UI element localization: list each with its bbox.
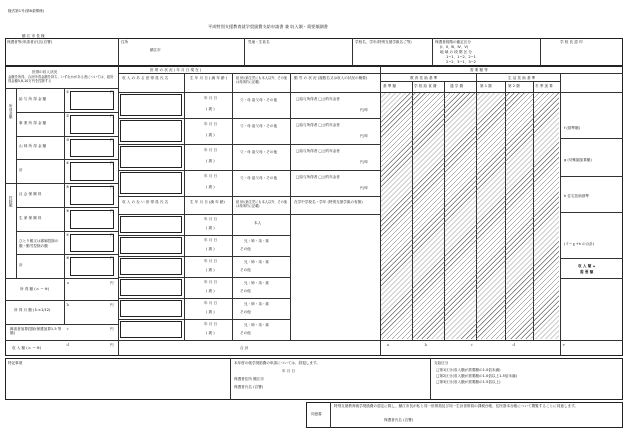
consent-name: 保護者氏名 (自署) [384, 418, 414, 422]
side-income-label: 所得金額 [9, 104, 14, 119]
job-unit: 円/年 [360, 186, 369, 190]
income-row-mark: ④ [66, 161, 70, 166]
job-options[interactable]: □給与所得者 □公的年金者 [296, 149, 340, 153]
mark-b: ｂ [66, 303, 70, 307]
bottom-e: ｅ [562, 343, 566, 347]
demand-header: 需 要 額 等 [470, 68, 488, 72]
address-label: 住所 [121, 40, 129, 44]
household-row-divider [118, 144, 380, 145]
applicant-strip [5, 38, 623, 66]
birth-date: 年 月 日 [204, 122, 218, 126]
relation-other[interactable]: その他 [240, 268, 251, 272]
col-birth: 生 年 月 日 ( 満 年 齢 ) [190, 76, 228, 80]
relation-options[interactable]: 父・母 祖父母・その他 [240, 124, 278, 128]
col-commute: 通 学 費 [450, 84, 464, 88]
income-row-label: 生 命 保 険 料 [19, 215, 42, 220]
level-b: 2−2、3−1、3−2 [446, 60, 476, 64]
age: ( 歳 ) [206, 107, 215, 111]
birth-date: 年 月 日 [204, 96, 218, 100]
bottom-d: ｄ [512, 343, 516, 347]
special-notes-label: 特記事項 [8, 361, 23, 365]
relation-options[interactable]: 父・母 祖父母・その他 [240, 150, 278, 154]
income-row-mark: ③ [66, 137, 70, 142]
job-options[interactable]: □給与所得者 □公的年金者 [296, 97, 340, 101]
col-school2: 在学中学校名・学年 (特別支援学級の有無) [294, 200, 363, 204]
job-unit: 円/年 [360, 160, 369, 164]
col-class2: 第 2 類 [508, 84, 520, 88]
support-opt-3[interactable]: □第3区分(収入額が需要額の1.5倍以上) [436, 380, 501, 384]
ratio-demand: 需 要 額 [580, 270, 594, 274]
level-a: 1−1、1−2、2−1 [446, 55, 476, 59]
nonincome-name-field[interactable] [120, 237, 182, 254]
item-sum: (ｆ−ｇ+h の合計) [564, 242, 595, 246]
member-name-field[interactable] [120, 120, 182, 142]
income-row-label: 事 業 所 得 金 額 [19, 120, 47, 125]
birth-date: 年 月 日 [204, 148, 218, 152]
col-no-income-member: 収 入 の な い 世 帯 員 氏 名 [122, 200, 169, 204]
income-row-unit: 円 [110, 208, 114, 213]
relation-other[interactable]: その他 [240, 331, 251, 335]
birth-date2: 年 月 日 [204, 217, 218, 221]
relation-siblings[interactable]: 兄・姉・弟・妹 [244, 281, 270, 285]
deduction-label: 障害者加算控除(保護加算1.5 等額) [10, 327, 62, 336]
monthly-income-label: 所 得 月 額 (ｂ×1/12) [14, 308, 51, 312]
household-header: 世 帯 の 状 況 ( 年 月 日 現 在 ) [150, 68, 202, 72]
income-amount-field[interactable] [70, 91, 114, 110]
income-row-mark: ⑦ [66, 232, 70, 237]
level-sub: 地 域 の 段 階 区 分 [440, 50, 473, 54]
member-name-field[interactable] [120, 172, 182, 194]
mark-d: ｄ [66, 343, 70, 347]
income-row-mark: ⑥ [66, 208, 70, 213]
nonincome-name-field[interactable] [120, 279, 182, 296]
living-standard: 生 活 扶 助 基 準 [508, 76, 536, 80]
addressee: 鯖 江 市 長 様 [22, 34, 45, 38]
income-row-divider [16, 207, 118, 208]
member-name-field[interactable] [120, 94, 182, 116]
declaration-name: 保護者氏名 (自署) [234, 385, 264, 389]
principal-seal-label: 学 校 長 認 印 [560, 40, 583, 44]
nonincome-name-field[interactable] [120, 300, 182, 317]
age: ( 歳 ) [206, 133, 215, 137]
income-row-divider [16, 254, 118, 255]
job-unit: 円/年 [360, 108, 369, 112]
address-city: 鯖江市 [150, 48, 161, 52]
age2: ( 歳 ) [206, 226, 215, 230]
bottom-c: ｃ [470, 343, 474, 347]
income-row-divider [16, 136, 118, 137]
job-unit: 円/年 [360, 134, 369, 138]
income-row-divider [16, 231, 118, 232]
ratio-income: 収 入 額 ÷ [578, 264, 596, 268]
bottom-b: ｂ [424, 343, 428, 347]
col-relation2: 続 柄 (新生児にも本人以外、その他は具体的に記載) [236, 200, 288, 209]
age2: ( 歳 ) [206, 268, 215, 272]
consent-label: 同意書 [311, 412, 322, 416]
income-amount-label: 収 入 額 (ａ − ⑧) [12, 346, 42, 350]
relation-options[interactable]: 父・母 祖父母・その他 [240, 98, 278, 102]
birth-date2: 年 月 日 [204, 301, 218, 305]
age2: ( 歳 ) [206, 310, 215, 314]
item-f: f (基準額) [564, 126, 580, 130]
student-label: 児童・生徒名 [248, 40, 270, 44]
income-row-label: 計 [19, 168, 23, 173]
declaration-address: 保護者住所 鯖江市 [234, 377, 264, 381]
support-opt-2[interactable]: □第2区分(収入額が需要額の1.0倍以上1.5倍未満) [436, 374, 518, 378]
relation-siblings[interactable]: 兄・姉・弟・妹 [244, 323, 270, 327]
relation-siblings[interactable]: 兄・姉・弟・妹 [244, 302, 270, 306]
income-amount-field[interactable] [70, 234, 114, 253]
form-code: 様式第1号(第6条関係) [8, 9, 45, 13]
total-income-label: 所 得 額 (ａ − ⑧) [20, 287, 50, 291]
nonincome-row-divider [118, 256, 290, 257]
income-row-label: ひとり親又は寡婦控除の額・勤労控除の額 [19, 239, 59, 248]
income-amount-field[interactable] [70, 186, 114, 205]
income-row-mark: ⑤ [66, 185, 70, 189]
col-birth2: 生 年 月 日 (満 年 齢) [190, 200, 225, 204]
declaration-text: 本年度の就学奨励費の申請については、辞退します。 [234, 361, 320, 365]
income-split [5, 183, 118, 184]
birth-date2: 年 月 日 [204, 322, 218, 326]
income-row-label: 給 与 所 得 金 額 [19, 96, 47, 101]
relation-other[interactable]: その他 [240, 247, 251, 251]
col-income-member: 収 入 の あ る 世 帯 員 氏 名 [122, 76, 169, 80]
mark-a: ａ [66, 281, 70, 285]
item-g: g (幼稚園加算額) [564, 158, 592, 162]
consent-text: 特別支援教育就学奨励費の認定に際し、鯖江市長が私と同一世帯員及び同一生計世帯員の課税台帳、住民基本台帳について閲覧することに同意します。 [334, 404, 579, 408]
birth-date2: 年 月 日 [204, 238, 218, 242]
income-row-unit: 円 [110, 232, 114, 237]
income-row-unit: 円 [110, 161, 114, 166]
unit-b: 円 [110, 303, 114, 307]
income-row-unit: 円 [110, 185, 114, 189]
nonincome-name-field[interactable] [120, 321, 182, 338]
household-row-divider [118, 170, 380, 171]
income-row-divider [16, 159, 118, 160]
mark-c: ｃ [66, 327, 70, 331]
income-row-unit: 円 [110, 137, 114, 142]
level-label: 保護者段階の確定区分 [435, 40, 471, 44]
age2: ( 歳 ) [206, 289, 215, 293]
col-winter: 冬 季 加 算 [535, 84, 553, 88]
age2: ( 歳 ) [206, 331, 215, 335]
col-class1: 第 1 類 [480, 84, 492, 88]
income-row-unit: 円 [110, 90, 114, 94]
relation-other[interactable]: その他 [240, 310, 251, 314]
income-row-label: 山 林 所 得 金 額 [19, 144, 47, 149]
birth-date2: 年 月 日 [204, 280, 218, 284]
unit-d: 円 [110, 343, 114, 347]
age: ( 歳 ) [206, 185, 215, 189]
income-row-unit: 円 [110, 256, 114, 261]
support-title: 支給区分 [434, 361, 449, 365]
birth-date: 年 月 日 [204, 174, 218, 178]
nonincome-name-field[interactable] [120, 258, 182, 275]
relation-other[interactable]: その他 [240, 289, 251, 293]
level-options: (Ⅰ、Ⅱ、Ⅲ、Ⅳ、Ⅴ) [440, 45, 469, 49]
income-amount-field[interactable] [70, 257, 114, 276]
income-row-label: 社 会 保 険 料 [19, 191, 42, 196]
nonincome-row-divider [118, 277, 290, 278]
side-deduction-label: 控除額 [9, 196, 14, 207]
edu-standard: 教 育 扶 助 基 準 [410, 76, 438, 80]
item-h: h 住宅扶助基準 [564, 194, 589, 198]
income-row-unit: 円 [110, 113, 114, 118]
col-lunch: 学 校 給 食 費 [414, 84, 437, 88]
income-header: 世帯の収入状況 [32, 70, 58, 74]
age2: ( 歳 ) [206, 247, 215, 251]
relation-siblings[interactable]: 兄・姉・弟・妹 [244, 239, 270, 243]
col-job: 勤 労 の 状 況 (複数名又は収入の状況の概要) [294, 76, 368, 80]
nonincome-row-divider [118, 235, 290, 236]
income-row-mark: ① [66, 90, 70, 94]
unit-a: 円 [110, 281, 114, 285]
job-options[interactable]: □給与所得者 □公的年金者 [296, 175, 340, 179]
unit-c: 円 [110, 327, 114, 331]
income-amount-field[interactable] [70, 115, 114, 134]
declaration-date: 年 月 日 [282, 369, 296, 373]
income-row-mark: ⑧ [66, 256, 70, 261]
form-title: 平成特別支援教育就学奨励費支給申請書 兼 収入額・需要額調書 [208, 24, 328, 29]
col-base: 基 準 額 [383, 84, 397, 88]
relation-siblings[interactable]: 兄・姉・弟・妹 [244, 260, 270, 264]
nonincome-row-divider [118, 319, 290, 320]
income-amount-field[interactable] [70, 139, 114, 158]
relation-options[interactable]: 父・母 祖父母・その他 [240, 176, 278, 180]
member-name-field[interactable] [120, 146, 182, 168]
support-opt-1[interactable]: □第1区分(収入額が需要額の1.0倍未満) [436, 368, 501, 372]
nonincome-name-field[interactable] [120, 216, 182, 233]
sum-label: 合 計 [240, 346, 249, 350]
income-note: 金額を所得、合計所得金額を持ち、いずれかがある者については、総所得金額5,8,10万円を控除する [8, 75, 114, 83]
income-row-mark: ② [66, 113, 70, 118]
nonincome-row-divider [118, 298, 290, 299]
col-relation: 続 柄 (新生児にも本人以外、その他は具体的に記載) [236, 76, 288, 85]
school-label: 学校名、学年(特別支援学級名ご等) [355, 40, 412, 44]
income-amount-field[interactable] [70, 210, 114, 229]
relation-self: 本人 [254, 221, 262, 225]
guardian-name-label: 保護者等(申請者)氏名(自署) [7, 40, 53, 44]
income-row-label: 計 [19, 263, 23, 268]
income-amount-field[interactable] [70, 162, 114, 181]
household-row-divider [118, 118, 380, 119]
income-row-divider [16, 112, 118, 113]
job-options[interactable]: □給与所得者 □公的年金者 [296, 123, 340, 127]
hatched-demand-area [381, 93, 559, 339]
age: ( 歳 ) [206, 159, 215, 163]
bottom-a: ａ [386, 343, 390, 347]
birth-date2: 年 月 日 [204, 259, 218, 263]
